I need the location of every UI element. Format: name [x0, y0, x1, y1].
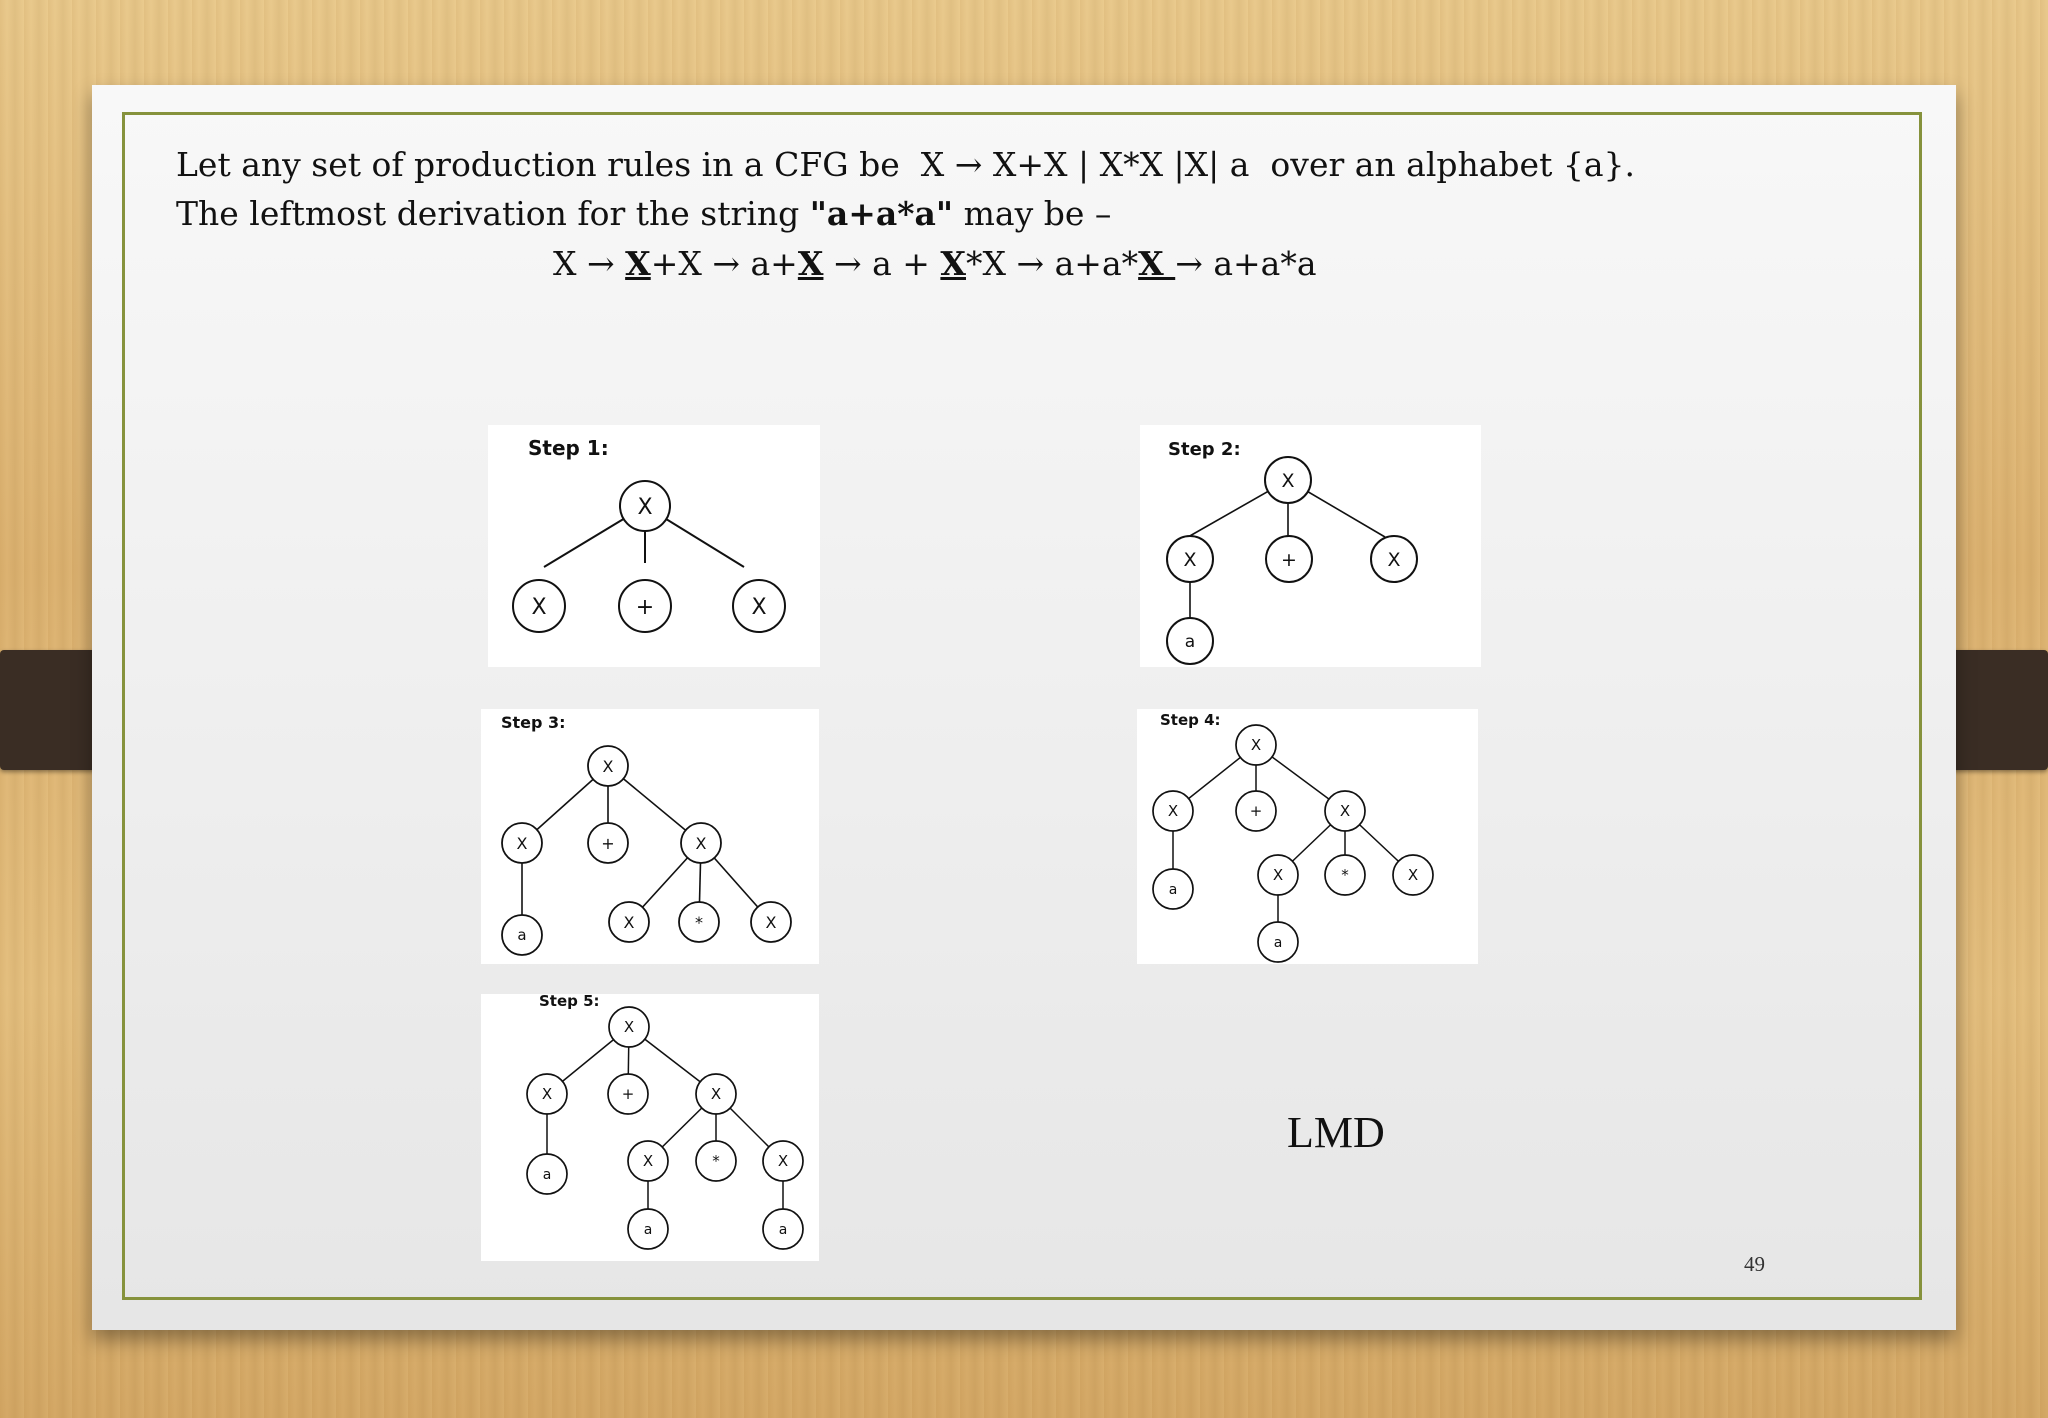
derivation-intro-prefix: The leftmost derivation for the string: [176, 194, 810, 233]
derivation-intro-suffix: may be –: [953, 194, 1112, 233]
node-label: +: [1249, 802, 1263, 820]
parse-tree-step-3: [481, 709, 819, 964]
parse-tree-step-2-svg: [1140, 425, 1481, 667]
target-string: "a+a*a": [809, 194, 954, 233]
node-label: X: [531, 595, 547, 620]
node-label: X: [642, 1152, 654, 1170]
parse-tree-step-5: [481, 994, 819, 1261]
step-4-label: Step 4:: [1160, 711, 1221, 729]
parse-tree-step-1-svg: [488, 425, 820, 667]
derivation-part: → a+a*a: [1175, 244, 1317, 283]
node-label: a: [1168, 882, 1178, 898]
node-label: X: [541, 1085, 553, 1103]
node-label: +: [621, 1085, 635, 1103]
derivation-part: → a +: [823, 244, 941, 283]
node-label: X: [1339, 802, 1351, 820]
parse-tree-step-2: [1140, 425, 1481, 667]
node-label: X: [695, 834, 707, 853]
node-label: *: [1341, 866, 1349, 884]
node-label: +: [1281, 549, 1297, 571]
derivation-expanded-symbol: X: [940, 244, 966, 283]
node-label: X: [777, 1152, 789, 1170]
node-label: X: [623, 913, 635, 932]
node-label: X: [602, 757, 614, 776]
node-label: X: [1272, 866, 1284, 884]
lmd-caption: LMD: [1287, 1108, 1385, 1157]
step-1-label: Step 1:: [528, 436, 609, 460]
node-label: a: [1273, 935, 1283, 951]
derivation-part: *X → a+a*: [966, 244, 1139, 283]
node-label: a: [643, 1222, 653, 1238]
grammar-statement: Let any set of production rules in a CFG be X → X+X | X*X |X| a over an alphabet {a}.: [176, 145, 1635, 184]
node-label: X: [516, 834, 528, 853]
derivation-expanded-symbol: X: [797, 244, 824, 283]
node-label: X: [1407, 866, 1419, 884]
derivation-part: X →: [553, 244, 626, 283]
parse-tree-step-1: [488, 425, 820, 667]
slide-frame: [122, 112, 1922, 1300]
node-label: *: [695, 913, 703, 932]
derivation-part: +X → a+: [650, 244, 798, 283]
derivation-expanded-symbol: X: [1138, 244, 1176, 283]
page-number: 49: [1744, 1252, 1765, 1276]
derivation-expanded-symbol: X: [625, 244, 651, 283]
parse-tree-step-3-svg: [481, 709, 819, 964]
node-label: X: [1387, 549, 1401, 571]
parse-tree-step-4: [1137, 709, 1478, 964]
node-label: X: [1250, 736, 1262, 754]
node-label: +: [601, 834, 615, 853]
step-5-label: Step 5:: [539, 994, 600, 1010]
node-label: X: [1167, 802, 1179, 820]
node-label: X: [637, 495, 653, 520]
node-label: a: [778, 1222, 788, 1238]
parse-tree-step-4-svg: [1137, 709, 1478, 964]
node-label: a: [542, 1167, 552, 1183]
node-label: X: [751, 595, 767, 620]
derivation-intro: [176, 194, 1112, 233]
parse-tree-step-5-svg: [481, 994, 819, 1261]
node-label: X: [1183, 549, 1197, 571]
node-label: +: [635, 595, 655, 620]
node-label: X: [765, 913, 777, 932]
step-3-label: Step 3:: [501, 713, 566, 732]
node-label: *: [712, 1152, 720, 1170]
node-label: X: [623, 1018, 635, 1036]
node-label: X: [1281, 470, 1295, 492]
node-label: a: [1184, 632, 1196, 652]
step-2-label: Step 2:: [1168, 439, 1241, 460]
node-label: a: [517, 926, 527, 944]
node-label: X: [710, 1085, 722, 1103]
derivation-sequence: [553, 244, 1317, 283]
